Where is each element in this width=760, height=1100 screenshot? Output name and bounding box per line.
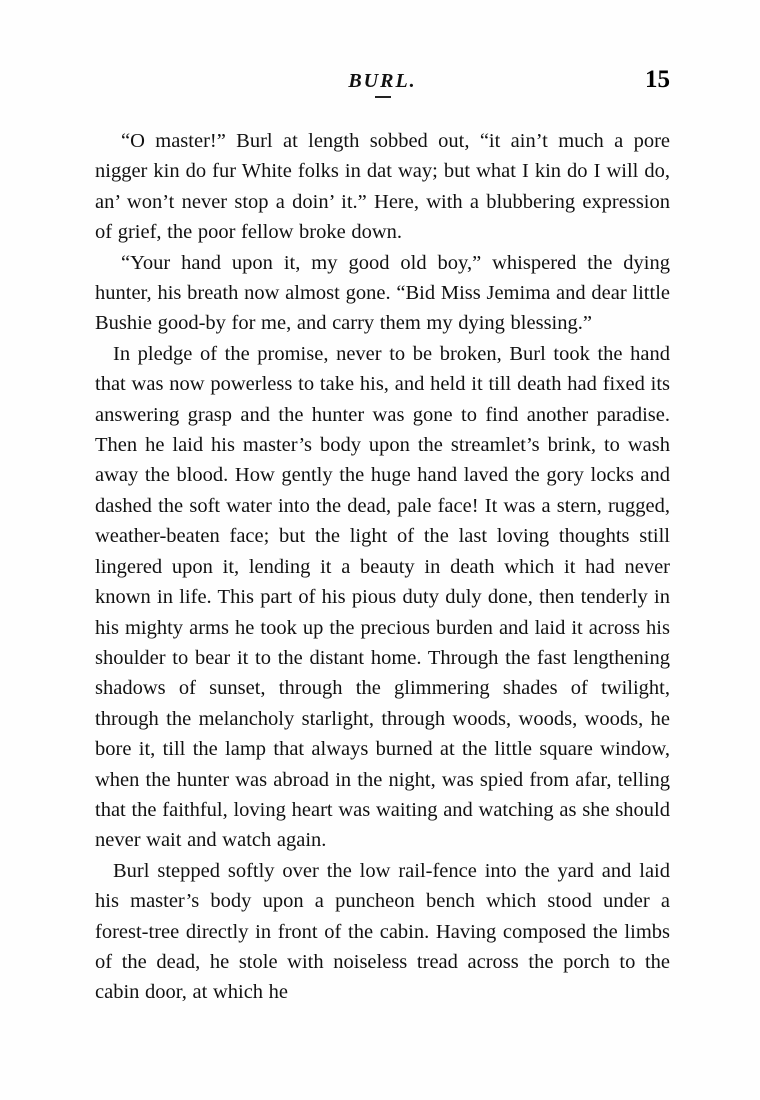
body-text <box>95 126 670 1008</box>
paragraph: “O master!” Burl at length sobbed out, “it ain’t much a pore nigger kin do fur White folks in dat way; but what I kin do I will do, an’ won’t never stop a doin’ it.” Here, with a blubbering expression of grief, the poor fellow broke down. <box>95 130 670 244</box>
paragraph: “Your hand upon it, my good old boy,” whispered the dying hunter, his breath now almost gone. “Bid Miss Jemima and dear little Bushie good-by for me, and carry them my dying blessing.” <box>95 251 670 335</box>
running-head-title: BURL. <box>348 70 417 92</box>
page-number: 15 <box>645 66 670 93</box>
header-rule-ornament <box>375 96 391 98</box>
running-head <box>95 66 670 112</box>
paragraph: Burl stepped softly over the low rail-fence into the yard and laid his master’s body upon a puncheon bench which stood under a forest-tree directly in front of the cabin. Having composed the limbs of the dead, he stole with noiseless tread across the porch to the cabin door, at which he <box>95 859 670 1004</box>
paragraph: In pledge of the promise, never to be broken, Burl took the hand that was now powerless to take his, and held it till death had fixed its answering grasp and the hunter was gone to find another paradise. Then he laid his master’s body upon the streamlet’s brink, to wash away the blood. How gently the huge hand laved the gory locks and dashed the soft water into the dead, pale face! It was a stern, rugged, weather-beaten face; but the light of the last loving thoughts still lingered upon it, lending it a beauty in death which it had never known in life. This part of his pious duty duly done, then tenderly in his mighty arms he took up the precious burden and laid it across his shoulder to bear it to the distant home. Through the fast lengthening shadows of sunset, through the glimmering shades of twilight, through the melancholy starlight, through woods, woods, woods, he bore it, till the lamp that always burned at the little square window, when the hunter was abroad in the night, was spied from afar, telling that the faithful, loving heart was waiting and watching as she should never wait and watch again. <box>95 342 670 852</box>
page-content <box>95 66 670 1008</box>
